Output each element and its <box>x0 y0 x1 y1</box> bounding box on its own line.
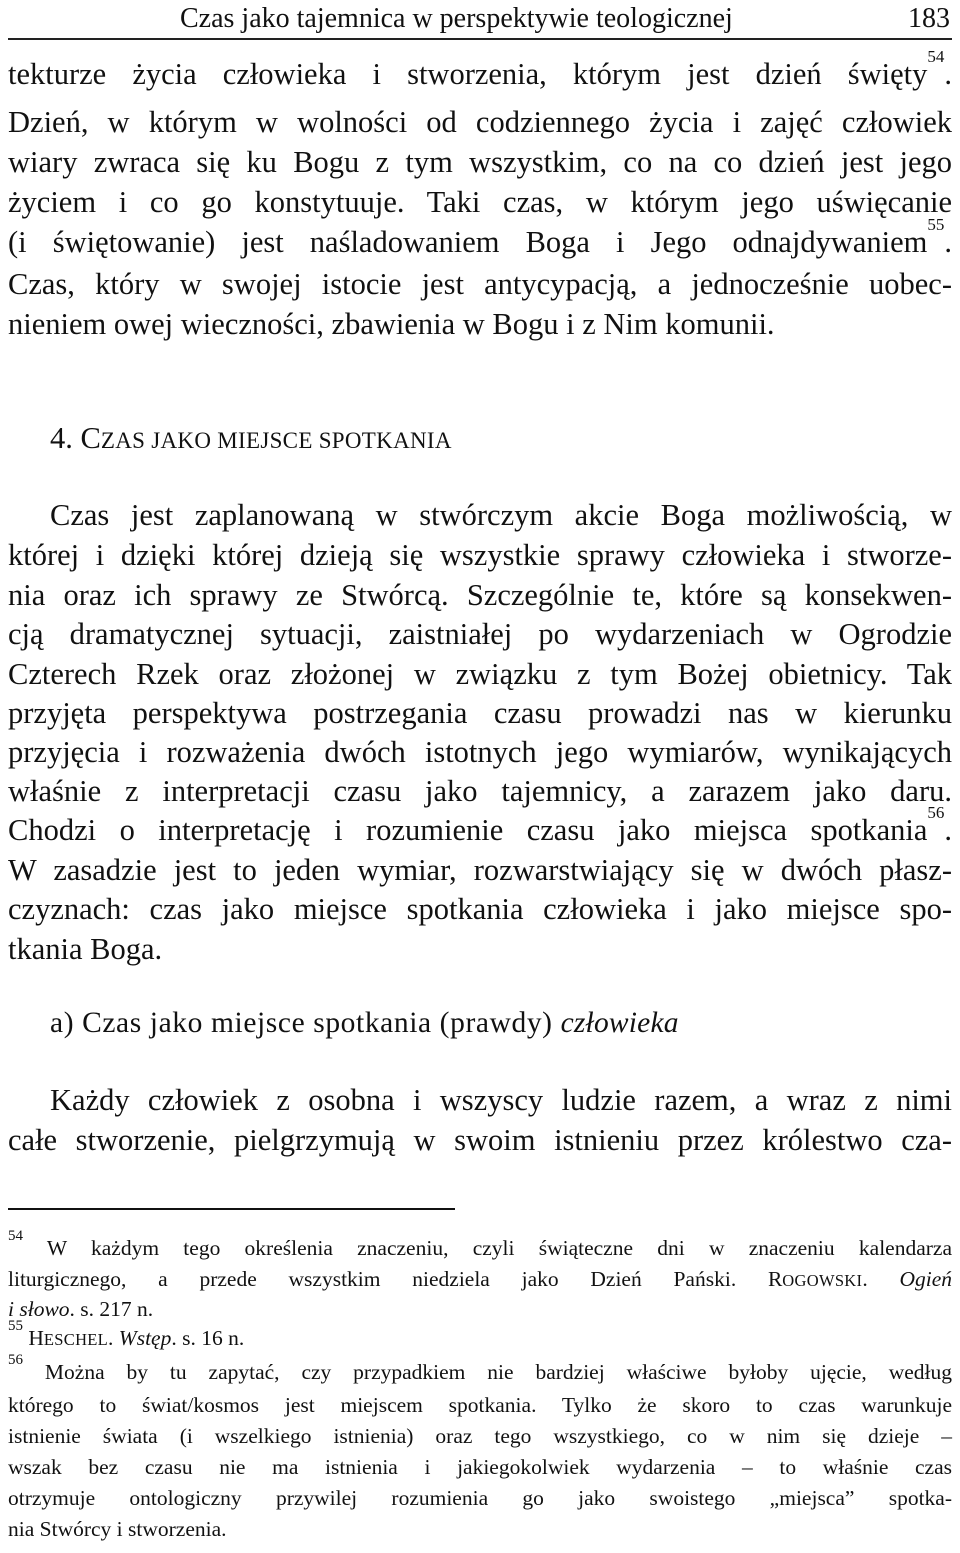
footnote-ref-55[interactable]: 55 <box>927 215 945 234</box>
page-header <box>8 0 952 40</box>
paragraph-2-line: przyjęta perspektywa postrzegania czasu prowadzi nas w kierunku <box>8 696 952 730</box>
paragraph-1-line: (i świętowanie) jest naśladowaniem Boga i Jego odnajdywaniem$^{55}$. <box>8 215 952 259</box>
footnote-54: $^{54}$ W każdym tego określenia znaczeniu, czyli świąteczne dni w znaczeniu kalendarza <box>8 1228 952 1260</box>
footnote-ref-54[interactable]: 54 <box>927 47 945 66</box>
paragraph-1-line: Dzień, w którym w wolności od codziennego życia i zajęć człowiek <box>8 105 952 139</box>
footnote-56-line: wszak bez czasu nie ma istnienia i jakiegokolwiek wydarzenia – to właśnie czas <box>8 1455 952 1479</box>
footnote-number: 54 <box>8 1228 23 1244</box>
footnote-54-line: i słowo. s. 217 n. <box>8 1297 154 1321</box>
footnote-56-line: otrzymuje ontologiczny przywilej rozumienia go jako swoistego „miejsca” spotka- <box>8 1486 952 1510</box>
paragraph-2-line: czyznach: czas jako miejsce spotkania człowieka i jako miejsce spo- <box>8 892 952 926</box>
paragraph-1-line: wiary zwraca się ku Bogu z tym wszystkim, co na co dzień jest jego <box>8 145 952 179</box>
footnote-54-line: liturgicznego, a przede wszystkim niedziela jako Dzień Pański. ROGOWSKI. Ogień <box>8 1267 952 1291</box>
paragraph-2-line: tkania Boga. <box>8 932 163 966</box>
footnote-ref-56[interactable]: 56 <box>927 803 945 822</box>
paragraph-2-line: której i dzięki której dzieją się wszystkie sprawy człowieka i stworze- <box>8 538 952 572</box>
footnote-56-line: istnienie świata (i wszelkiego istnienia) oraz tego wszystkiego, co w nim się dzieje – <box>8 1424 952 1448</box>
paragraph-2-line: Chodzi o interpretację i rozumienie czasu jako miejsca spotkania$^{56}$. <box>8 803 952 847</box>
page-number: 183 <box>908 3 950 34</box>
footnote-55: $^{55}$ HESCHEL. Wstęp. s. 16 n. <box>8 1318 245 1350</box>
paragraph-3-line: Każdy człowiek z osobna i wszyscy ludzie razem, a wraz z nimi <box>50 1083 952 1117</box>
footnote-number: 55 <box>8 1318 23 1334</box>
paragraph-1-line: nieniem owej wieczności, zbawienia w Bogu i z Nim komunii. <box>8 307 775 341</box>
section-heading: 4. CZAS JAKO MIEJSCE SPOTKANIA <box>50 421 452 455</box>
paragraph-2-line: Czas jest zaplanowaną w stwórczym akcie Boga możliwością, w <box>50 498 952 532</box>
paragraph-1-line: życiem i co go konstytuuje. Taki czas, w którym jego uświęcanie <box>8 185 952 219</box>
running-title: Czas jako tajemnica w perspektywie teologicznej <box>180 3 733 34</box>
paragraph-2-line: W zasadzie jest to jeden wymiar, rozwarstwiający się w dwóch płasz- <box>8 853 952 887</box>
paragraph-2-line: Czterech Rzek oraz złożonej w związku z tym Bożej obietnicy. Tak <box>8 657 952 691</box>
footnote-divider <box>8 1208 455 1210</box>
footnote-number: 56 <box>8 1352 23 1368</box>
paragraph-2-line: przyjęcia i rozważenia dwóch istotnych jego wymiarów, wynikających <box>8 735 952 769</box>
footnote-56-line: nia Stwórcy i stworzenia. <box>8 1517 227 1541</box>
paragraph-1-line: tekturze życia człowieka i stworzenia, którym jest dzień święty$^{54}$. <box>8 47 952 91</box>
subsection-heading: a) Czas jako miejsce spotkania (prawdy) człowieka <box>50 1007 679 1039</box>
paragraph-2-line: właśnie z interpretacji czasu jako tajemnicy, a zarazem jako daru. <box>8 774 952 808</box>
footnote-56: $^{56}$ Można by tu zapytać, czy przypadkiem nie bardziej właściwe byłoby ujęcie, według <box>8 1352 953 1384</box>
paragraph-2-line: nia oraz ich sprawy ze Stwórcą. Szczególnie te, które są konsekwen- <box>8 578 952 612</box>
paragraph-2-line: cją dramatycznej sytuacji, zaistniałej po wydarzeniach w Ogrodzie <box>8 617 952 651</box>
paragraph-1-line: Czas, który w swojej istocie jest antycypacją, a jednocześnie uobec- <box>8 267 952 301</box>
footnote-56-line: którego to świat/kosmos jest miejscem spotkania. Tylko że skoro to czas warunkuje <box>8 1393 952 1417</box>
paragraph-3-line: całe stworzenie, pielgrzymują w swoim istnieniu przez królestwo cza- <box>8 1123 952 1157</box>
